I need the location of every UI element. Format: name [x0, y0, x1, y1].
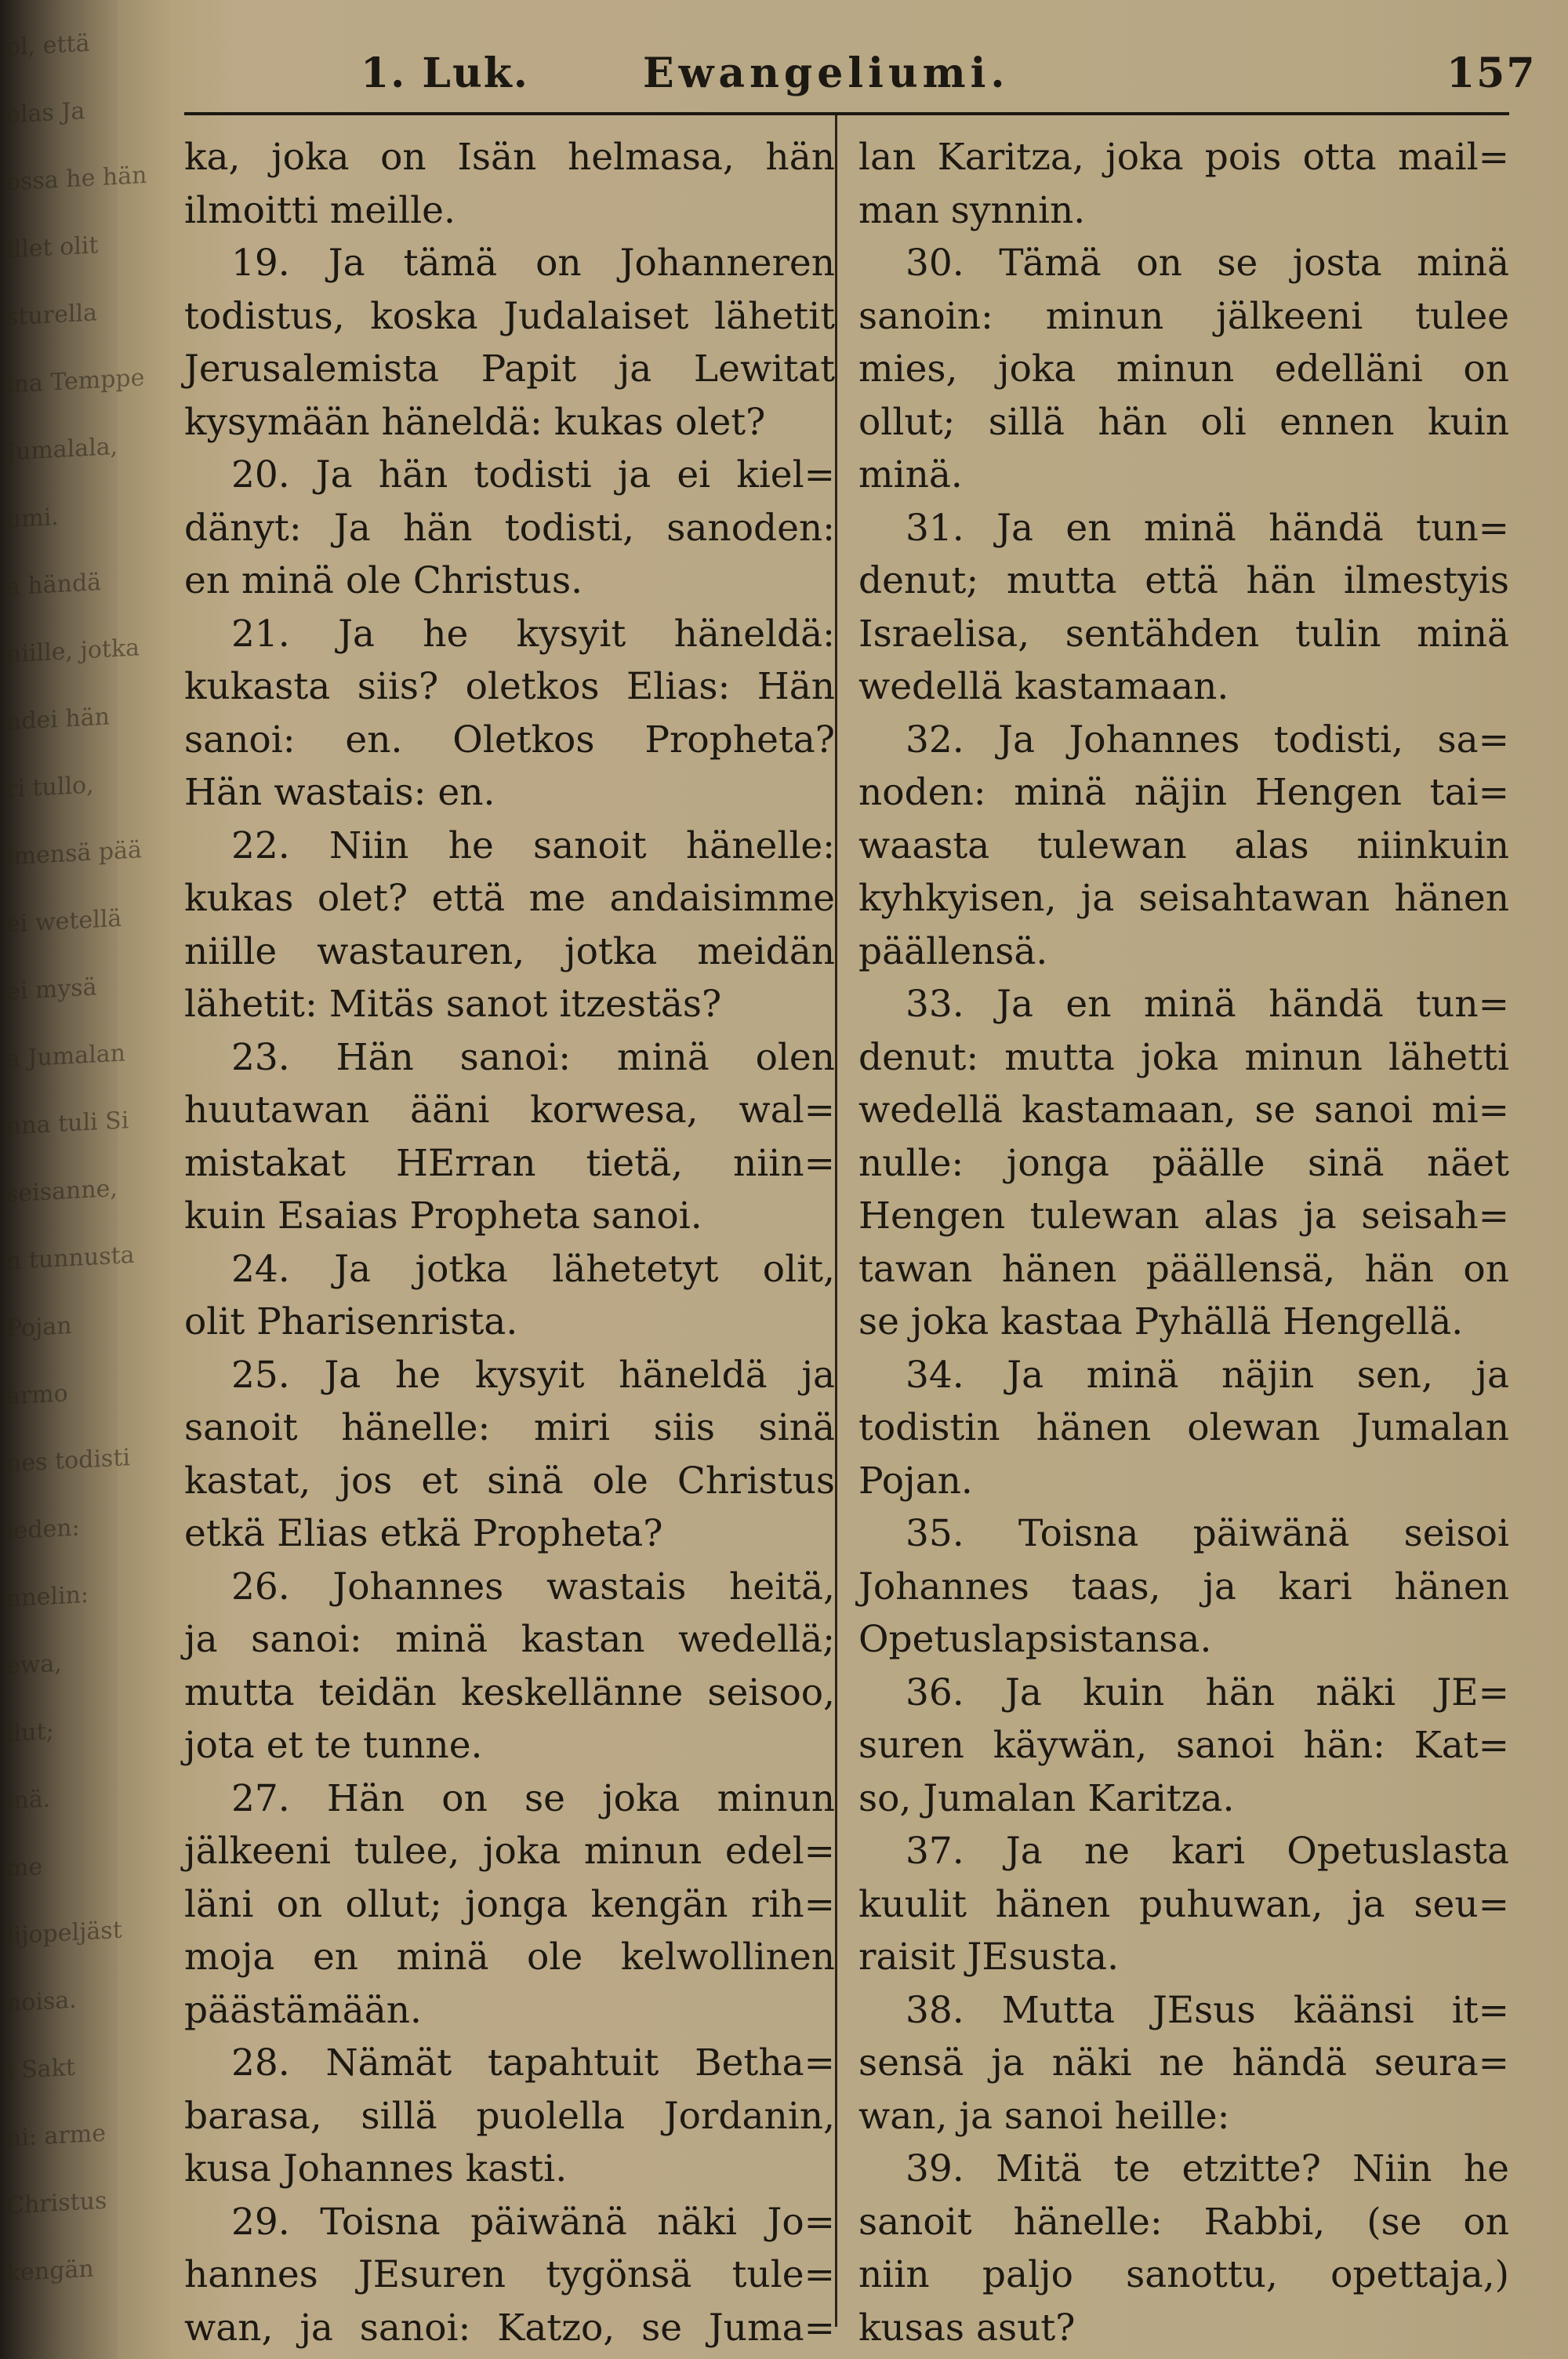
text-line: se joka kastaa Pyhällä Hengellä.	[858, 1300, 1464, 1343]
text-line: nulle: jonga päälle sinä näet	[858, 1141, 1509, 1185]
bleed-fragment: n tunnusta	[6, 1241, 135, 1276]
text-line: 31. Ja en minä händä tun=	[906, 506, 1509, 550]
bleed-fragment: noisa.	[6, 1986, 77, 2018]
text-line: sensä ja näki ne händä seura=	[858, 2041, 1509, 2085]
text-line: päästämään.	[184, 1988, 422, 2032]
text-line: mutta teidän keskellänne seisoo,	[184, 1670, 835, 1714]
bleed-fragment: seisanne,	[6, 1174, 118, 1209]
text-line: sanoin: minun jälkeeni tulee	[858, 294, 1509, 338]
bleed-fragment: ewa,	[6, 1649, 62, 1681]
text-line: 24. Ja jotka lähetetyt olit,	[231, 1247, 835, 1291]
bleed-fragment: ei wetellä	[6, 904, 122, 939]
text-line: kysymään häneldä: kukas olet?	[184, 400, 766, 444]
text-line: tawan hänen päällensä, hän on	[858, 1247, 1509, 1291]
bleed-fragment: olas Ja	[6, 97, 85, 129]
text-line: 26. Johannes wastais heitä,	[231, 1565, 835, 1608]
text-line: 35. Toisna päiwänä seisoi	[906, 1512, 1509, 1555]
left-column	[184, 131, 835, 2354]
text-line: Johannes taas, ja kari hänen	[858, 1565, 1509, 1608]
bleed-fragment: inä.	[6, 1785, 51, 1816]
text-line: niin paljo sanottu, opettaja,)	[858, 2253, 1509, 2296]
text-line: waasta tulewan alas niinkuin	[858, 823, 1509, 867]
text-line: 39. Mitä te etzitte? Niin he	[906, 2147, 1509, 2190]
text-line: 33. Ja en minä händä tun=	[906, 983, 1509, 1026]
text-line: Hengen tulewan alas ja seisah=	[858, 1194, 1509, 1238]
text-line: päällensä.	[858, 929, 1048, 973]
bleed-fragment: ina Temppe	[6, 364, 145, 399]
text-line: so, Jumalan Karitza.	[858, 1776, 1235, 1820]
text-line: 27. Hän on se joka minun	[231, 1776, 835, 1820]
bleed-fragment: ieden:	[6, 1514, 80, 1546]
text-line: noden: minä näjin Hengen tai=	[858, 771, 1509, 814]
previous-page-bleed	[0, 0, 147, 2359]
text-line: raisit JEsusta.	[858, 1936, 1120, 1979]
text-line: 20. Ja hän todisti ja ei kiel=	[231, 453, 835, 496]
book-reference: 1. Luk.	[361, 49, 529, 97]
bleed-fragment: illet olit	[6, 231, 99, 264]
text-line: minä.	[858, 453, 963, 496]
text-line: sanoit hänelle: Rabbi, (se on	[858, 2200, 1509, 2244]
bleed-fragment: a händä	[6, 569, 102, 602]
text-line: lähetit: Mitäs sanot itzestäs?	[184, 983, 722, 1026]
text-line: en minä ole Christus.	[184, 559, 583, 602]
bleed-fragment: lijopeljäst	[6, 1916, 122, 1950]
bleed-fragment: umi.	[6, 503, 59, 534]
text-line: ja sanoi: minä kastan wedellä;	[184, 1618, 835, 1661]
text-line: 21. Ja he kysyit häneldä:	[231, 612, 835, 656]
right-column	[858, 131, 1509, 2354]
text-line: wan, ja sanoi: Katzo, se Juma=	[184, 2306, 835, 2350]
text-line: sanoi: en. Oletkos Propheta?	[184, 718, 835, 761]
text-line: suren käywän, sanoi hän: Kat=	[858, 1724, 1509, 1767]
text-line: 32. Ja Johannes todisti, sa=	[906, 718, 1509, 761]
page-number: 157	[1446, 49, 1537, 97]
text-line: 25. Ja he kysyit häneldä ja	[231, 1353, 835, 1397]
bleed-fragment: ei mysä	[6, 973, 97, 1006]
text-line: 38. Mutta JEsus käänsi it=	[906, 1988, 1509, 2032]
text-line: Israelisa, sentähden tulin minä	[858, 612, 1509, 656]
text-line: denut; mutta että hän ilmestyis	[858, 559, 1509, 602]
text-line: 34. Ja minä näjin sen, ja	[906, 1353, 1509, 1397]
bleed-fragment: ol, että	[6, 29, 90, 62]
section-title: Ewangeliumi.	[643, 49, 1010, 97]
text-line: etkä Elias etkä Propheta?	[184, 1512, 663, 1555]
text-line: jälkeeni tulee, joka minun edel=	[184, 1830, 835, 1873]
text-line: kusa Johannes kasti.	[184, 2147, 568, 2190]
text-line: 37. Ja ne kari Opetuslasta	[906, 1830, 1509, 1873]
text-line: Pojan.	[858, 1459, 973, 1503]
text-line: jota et te tunne.	[184, 1724, 483, 1767]
text-line: wan, ja sanoi heille:	[858, 2094, 1230, 2138]
text-line: kusas asut?	[858, 2306, 1076, 2350]
bleed-fragment: ni: arme	[6, 2119, 106, 2153]
text-line: barasa, sillä puolella Jordanin,	[184, 2094, 835, 2138]
text-line: olit Pharisenrista.	[184, 1300, 518, 1343]
text-line: 30. Tämä on se josta minä	[906, 242, 1509, 285]
text-line: kukas olet? että me andaisimme	[184, 877, 835, 920]
bleed-fragment: nes todisti	[6, 1444, 130, 1478]
text-line: ka, joka on Isän helmasa, hän	[184, 136, 835, 179]
bleed-fragment: niille, jotka	[6, 634, 140, 669]
text-line: niille wastauren, jotka meidän	[184, 929, 835, 973]
bleed-fragment: nna tuli Si	[6, 1107, 129, 1141]
text-line: kastat, jos et sinä ole Christus	[184, 1459, 835, 1503]
text-line: denut: mutta joka minun lähetti	[858, 1035, 1509, 1079]
text-line: mistakat HErran tietä, niin=	[184, 1141, 835, 1185]
text-line: 29. Toisna päiwänä näki Jo=	[231, 2200, 835, 2244]
book-page	[169, 43, 1537, 2350]
text-line: 28. Nämät tapahtuit Betha=	[231, 2041, 835, 2085]
text-line: man synnin.	[858, 188, 1086, 232]
text-line: 23. Hän sanoi: minä olen	[231, 1035, 835, 1079]
bleed-fragment: nnelin:	[6, 1580, 89, 1613]
bleed-fragment: ri tullo,	[6, 771, 94, 804]
bleed-fragment: a Jumalan	[6, 1039, 125, 1074]
text-line: läni on ollut; jonga kengän rih=	[184, 1882, 835, 1926]
bleed-fragment: armo	[6, 1379, 68, 1411]
text-line: kukasta siis? oletkos Elias: Hän	[184, 665, 835, 708]
text-line: ilmoitti meille.	[184, 188, 456, 232]
text-line: ollut; sillä hän oli ennen kuin	[858, 400, 1509, 444]
text-line: wedellä kastamaan.	[858, 665, 1229, 708]
text-line: dänyt: Ja hän todisti, sanoden:	[184, 506, 835, 550]
text-line: huutawan ääni korwesa, wal=	[184, 1089, 835, 1132]
bleed-fragment: imensä pää	[6, 836, 142, 871]
bleed-fragment: Pojan	[6, 1312, 72, 1343]
text-line: wedellä kastamaan, se sanoi mi=	[858, 1089, 1509, 1132]
text-line: Hän wastais: en.	[184, 771, 495, 814]
column-divider	[835, 115, 837, 2327]
bleed-fragment: ndei hän	[6, 703, 110, 736]
text-line: lan Karitza, joka pois otta mail=	[858, 136, 1509, 179]
text-line: kuin Esaias Propheta sanoi.	[184, 1194, 702, 1238]
text-line: Opetuslapsistansa.	[858, 1618, 1212, 1661]
text-line: 36. Ja kuin hän näki JE=	[906, 1670, 1509, 1714]
text-line: 19. Ja tämä on Johanneren	[231, 242, 835, 285]
running-head	[169, 43, 1537, 122]
text-line: kyhkyisen, ja seisahtawan hänen	[858, 877, 1509, 920]
text-line: moja en minä ole kelwollinen	[184, 1936, 835, 1979]
header-rule	[184, 112, 1509, 115]
text-line: sanoit hänelle: miri siis sinä	[184, 1406, 835, 1449]
text-line: kuulit hänen puhuwan, ja seu=	[858, 1882, 1509, 1926]
text-line: todistus, koska Judalaiset lähetit	[184, 294, 835, 338]
text-line: hannes JEsuren tygönsä tule=	[184, 2253, 835, 2296]
bleed-fragment: kengän	[6, 2255, 94, 2288]
bleed-fragment: me	[6, 1852, 43, 1883]
text-line: todistin hänen olewan Jumalan	[858, 1406, 1509, 1449]
text-line: 22. Niin he sanoit hänelle:	[231, 823, 835, 867]
bleed-fragment: sturella	[6, 299, 97, 332]
text-line: mies, joka minun edelläni on	[858, 347, 1509, 391]
bleed-fragment: Christus	[6, 2186, 107, 2220]
text-line: Jerusalemista Papit ja Lewitat	[184, 347, 835, 391]
bleed-fragment: ossa he hän	[6, 162, 147, 197]
bleed-fragment: llut;	[6, 1717, 54, 1748]
bleed-fragment: i Sakt	[6, 2053, 75, 2085]
bleed-fragment: Jumalala,	[6, 432, 118, 467]
